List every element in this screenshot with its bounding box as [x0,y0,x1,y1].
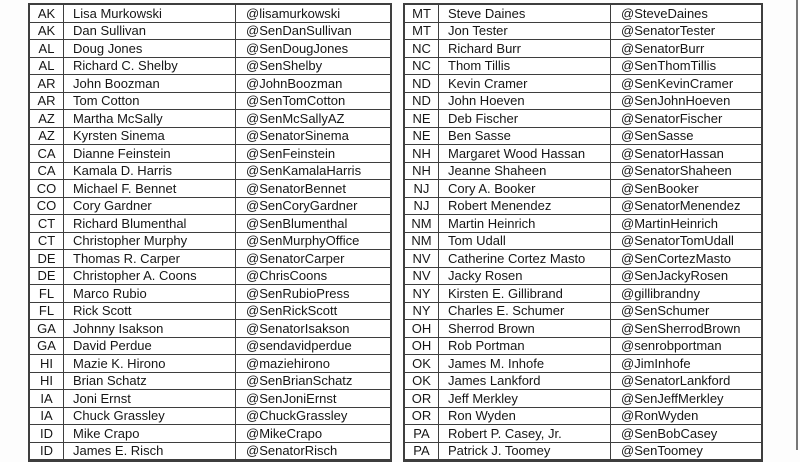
name-cell: Jeanne Shaheen [439,163,611,180]
table-row [405,145,761,163]
state-cell: OH [405,338,439,355]
table-row [405,110,761,128]
table-row [405,268,761,286]
state-cell: HI [30,373,64,390]
handle-cell: @maziehirono [246,355,331,371]
name-cell: Kamala D. Harris [64,163,236,180]
table-row [30,163,390,181]
state-cell: ID [30,425,64,442]
handle-cell: @SenatorRisch [246,443,338,459]
handle-cell: @SenCortezMasto [621,250,732,266]
state-cell: IA [30,408,64,425]
handle-cell: @SenRubioPress [246,285,350,301]
name-cell: Deb Fischer [439,110,611,127]
handle-cell: @JohnBoozman [246,75,343,91]
name-cell: Brian Schatz [64,373,236,390]
handle-cell: @SenatorTester [621,23,716,39]
table-row [405,338,761,356]
name-cell: Sherrod Brown [439,320,611,337]
name-cell: Michael F. Bennet [64,180,236,197]
senator-table-left [28,3,392,462]
senator-table-right [403,3,763,462]
name-cell: John Boozman [64,75,236,92]
state-cell: NE [405,110,439,127]
table-row [405,40,761,58]
handle-cell: @SenatorBennet [246,180,346,196]
handle-cell: @SenThomTillis [621,58,717,74]
table-row [30,250,390,268]
handle-cell: @SenJoniErnst [246,390,337,406]
handle-cell: @SenatorMenendez [621,198,741,214]
table-row [30,145,390,163]
state-cell: NJ [405,180,439,197]
state-cell: AZ [30,110,64,127]
state-cell: NH [405,145,439,162]
table-row [30,40,390,58]
state-cell: HI [30,355,64,372]
state-cell: IA [30,390,64,407]
handle-cell: @SenSchumer [621,303,710,319]
state-cell: NV [405,268,439,285]
table-row [405,408,761,426]
table-row [405,233,761,251]
name-cell: Tom Udall [439,233,611,250]
handle-cell: @lisamurkowski [246,5,341,21]
table-row [30,408,390,426]
table-row [405,443,761,461]
state-cell: MT [405,5,439,22]
state-cell: CT [30,233,64,250]
table-row [30,58,390,76]
name-cell: Dan Sullivan [64,23,236,40]
name-cell: Rick Scott [64,303,236,320]
handle-cell: @gillibrandny [621,285,700,301]
name-cell: Mazie K. Hirono [64,355,236,372]
table-row [30,198,390,216]
table-row [405,163,761,181]
state-cell: DE [30,250,64,267]
state-cell: AZ [30,128,64,145]
state-cell: AR [30,75,64,92]
name-cell: Catherine Cortez Masto [439,250,611,267]
name-cell: Cory Gardner [64,198,236,215]
handle-cell: @MikeCrapo [246,425,323,441]
state-cell: OK [405,373,439,390]
state-cell: NE [405,128,439,145]
name-cell: Thomas R. Carper [64,250,236,267]
table-row [405,180,761,198]
table-row [405,23,761,41]
table-row [30,233,390,251]
state-cell: ND [405,93,439,110]
state-cell: FL [30,285,64,302]
table-row [30,338,390,356]
name-cell: Patrick J. Toomey [439,443,611,460]
handle-cell: @SenDanSullivan [246,23,352,39]
name-cell: James E. Risch [64,443,236,460]
state-cell: OR [405,408,439,425]
handle-cell: @SenatorCarper [246,250,345,266]
state-cell: CA [30,163,64,180]
handle-cell: @ChrisCoons [246,268,328,284]
state-cell: CT [30,215,64,232]
name-cell: Martin Heinrich [439,215,611,232]
state-cell: NC [405,58,439,75]
state-cell: CO [30,180,64,197]
handle-cell: @SenatorHassan [621,145,724,161]
table-row [30,23,390,41]
state-cell: OK [405,355,439,372]
handle-cell: @JimInhofe [621,355,691,371]
name-cell: Richard Burr [439,40,611,57]
name-cell: Richard C. Shelby [64,58,236,75]
state-cell: CO [30,198,64,215]
state-cell: NM [405,233,439,250]
handle-cell: @SenMurphyOffice [246,233,360,249]
name-cell: Ron Wyden [439,408,611,425]
handle-cell: @SenDougJones [246,40,349,56]
state-cell: NY [405,285,439,302]
state-cell: NY [405,303,439,320]
name-cell: Lisa Murkowski [64,5,236,22]
name-cell: Jacky Rosen [439,268,611,285]
state-cell: PA [405,443,439,460]
name-cell: Doug Jones [64,40,236,57]
name-cell: Kyrsten Sinema [64,128,236,145]
handle-cell: @SenSasse [621,128,694,144]
page-edge-line [796,0,798,450]
name-cell: Robert Menendez [439,198,611,215]
handle-cell: @senrobportman [621,338,722,354]
handle-cell: @SenatorLankford [621,373,731,389]
handle-cell: @SenatorIsakson [246,320,350,336]
name-cell: Jon Tester [439,23,611,40]
name-cell: Charles E. Schumer [439,303,611,320]
name-cell: Dianne Feinstein [64,145,236,162]
table-row [405,250,761,268]
name-cell: Joni Ernst [64,390,236,407]
handle-cell: @SenBobCasey [621,425,718,441]
table-row [405,355,761,373]
table-row [405,303,761,321]
handle-cell: @SenKamalaHarris [246,163,362,179]
state-cell: OR [405,390,439,407]
state-cell: NJ [405,198,439,215]
handle-cell: @SenKevinCramer [621,75,734,91]
state-cell: PA [405,425,439,442]
name-cell: Cory A. Booker [439,180,611,197]
table-row [405,215,761,233]
name-cell: Christopher Murphy [64,233,236,250]
handle-cell: @SenBooker [621,180,699,196]
name-cell: Thom Tillis [439,58,611,75]
handle-cell: @SenatorBurr [621,40,705,56]
name-cell: David Perdue [64,338,236,355]
name-cell: Tom Cotton [64,93,236,110]
table-row [30,75,390,93]
handle-cell: @SenMcSallyAZ [246,110,345,126]
handle-cell: @SenFeinstein [246,145,336,161]
name-cell: Ben Sasse [439,128,611,145]
name-cell: John Hoeven [439,93,611,110]
table-row [30,5,390,23]
state-cell: NM [405,215,439,232]
handle-cell: @SenCoryGardner [246,198,358,214]
state-cell: AL [30,40,64,57]
table-row [30,285,390,303]
table-row [405,75,761,93]
handle-cell: @SenJackyRosen [621,268,729,284]
table-row [405,5,761,23]
handle-cell: @SenBlumenthal [246,215,348,231]
name-cell: Kevin Cramer [439,75,611,92]
name-cell: Margaret Wood Hassan [439,145,611,162]
name-cell: Marco Rubio [64,285,236,302]
table-row [30,425,390,443]
table-row [30,373,390,391]
name-cell: Jeff Merkley [439,390,611,407]
state-cell: AK [30,5,64,22]
table-row [405,425,761,443]
handle-cell: @SenTomCotton [246,93,346,109]
handle-cell: @SenatorSinema [246,128,349,144]
handle-cell: @RonWyden [621,408,699,424]
state-cell: AK [30,23,64,40]
handle-cell: @SenJeffMerkley [621,390,724,406]
state-cell: CA [30,145,64,162]
state-cell: NC [405,40,439,57]
table-row [405,320,761,338]
table-row [30,443,390,461]
name-cell: Christopher A. Coons [64,268,236,285]
table-row [405,128,761,146]
name-cell: James Lankford [439,373,611,390]
state-cell: GA [30,338,64,355]
handle-cell: @SteveDaines [621,5,708,21]
handle-cell: @MartinHeinrich [621,215,718,231]
state-cell: MT [405,23,439,40]
name-cell: James M. Inhofe [439,355,611,372]
name-cell: Kirsten E. Gillibrand [439,285,611,302]
name-cell: Johnny Isakson [64,320,236,337]
table-row [405,58,761,76]
state-cell: NV [405,250,439,267]
name-cell: Mike Crapo [64,425,236,442]
name-cell: Steve Daines [439,5,611,22]
handle-cell: @sendavidperdue [246,338,352,354]
handle-cell: @SenBrianSchatz [246,373,353,389]
table-row [405,93,761,111]
table-row [30,110,390,128]
handle-cell: @SenToomey [621,443,703,459]
handle-cell: @SenatorFischer [621,110,723,126]
state-cell: OH [405,320,439,337]
table-row [30,390,390,408]
handle-cell: @SenJohnHoeven [621,93,731,109]
table-row [30,303,390,321]
table-row [405,285,761,303]
handle-cell: @SenShelby [246,58,323,74]
handle-cell: @SenSherrodBrown [621,320,741,336]
table-row [405,198,761,216]
state-cell: ND [405,75,439,92]
table-row [405,390,761,408]
table-row [30,320,390,338]
handle-cell: @SenRickScott [246,303,338,319]
table-row [30,268,390,286]
state-cell: ID [30,443,64,460]
table-row [30,128,390,146]
name-cell: Robert P. Casey, Jr. [439,425,611,442]
name-cell: Richard Blumenthal [64,215,236,232]
handle-cell: @SenatorTomUdall [621,233,734,249]
state-cell: DE [30,268,64,285]
state-cell: GA [30,320,64,337]
handle-cell: @SenatorShaheen [621,163,732,179]
name-cell: Martha McSally [64,110,236,127]
table-row [405,373,761,391]
table-row [30,215,390,233]
handle-cell: @ChuckGrassley [246,408,348,424]
name-cell: Chuck Grassley [64,408,236,425]
table-row [30,180,390,198]
state-cell: NH [405,163,439,180]
state-cell: FL [30,303,64,320]
name-cell: Rob Portman [439,338,611,355]
state-cell: AR [30,93,64,110]
table-row [30,355,390,373]
table-row [30,93,390,111]
state-cell: AL [30,58,64,75]
